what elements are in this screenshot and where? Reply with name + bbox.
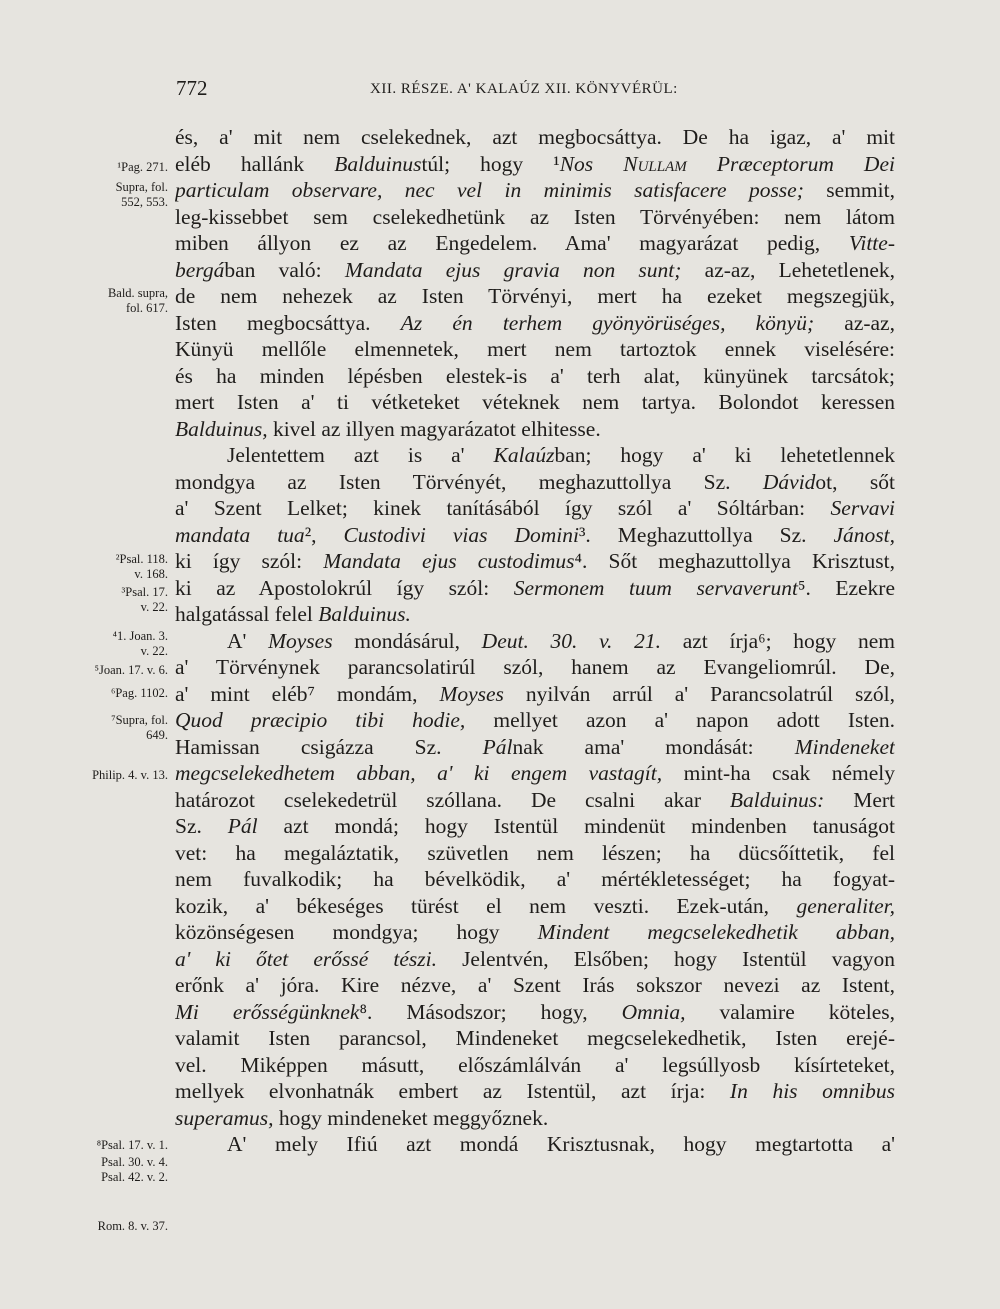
margin-note-psal42: Psal. 42. v. 2. [101, 1170, 168, 1184]
italic-span: Nos [559, 151, 624, 176]
text-span: az-az, Lehetetlenek, [681, 257, 895, 282]
text-span: A' [227, 628, 269, 653]
italic-span: a' ki őtet erőssé tészi. [175, 946, 437, 971]
text-line [175, 919, 895, 946]
italic-span: Vitte- [848, 231, 895, 255]
text-line [175, 681, 895, 708]
text-span: leg-kissebbet sem cselekedhetünk az Isten Törvényében: nem látom [175, 204, 895, 229]
text-line [175, 946, 895, 973]
text-line [175, 363, 895, 390]
italic-span: Pál [482, 734, 513, 759]
margin-note-philip: Philip. 4. v. 13. [92, 768, 168, 782]
text-span: határozot cselekedetrül szóllana. De csalni akar [175, 787, 730, 812]
italic-span: Kalaúz [493, 443, 555, 467]
italic-span: Balduinus: [729, 787, 825, 812]
text-span: azt mondá; hogy Istentül mindenüt mindenben tanuságot [257, 814, 895, 838]
italic-span: generaliter, [796, 893, 895, 918]
text-span: ⁵. Ezekre [797, 575, 895, 600]
margin-note-bald617: Bald. supra, fol. 617. [107, 286, 168, 315]
text-span: Mert [824, 787, 895, 812]
text-line [175, 336, 895, 363]
text-line [175, 734, 895, 761]
margin-note-joan17: ⁵Joan. 17. v. 6. [94, 663, 168, 677]
text-line [175, 813, 895, 840]
italic-span: Balduinus, [175, 416, 268, 441]
italic-span: Moyses [268, 628, 333, 653]
text-span: Künyü mellőle elmennetek, mert nem tartoztok ennek viselésére: [175, 337, 895, 361]
text-span: ki így szól: [175, 549, 324, 573]
text-span: kozik, a' békeséges türést el nem veszti. Ezek-után, [175, 893, 797, 918]
text-line [175, 1052, 895, 1079]
text-line [175, 1025, 895, 1052]
italic-span: In his omnibus [729, 1079, 895, 1103]
italic-span: bergá [175, 257, 225, 282]
margin-note-joan13: ⁴1. Joan. 3. v. 22. [112, 629, 168, 658]
text-span: az-az, [814, 310, 895, 335]
italic-span: Mandata ejus custodimus [323, 549, 575, 573]
text-line [175, 787, 895, 814]
text-span: ban való: [224, 257, 345, 282]
italic-span: superamus, [175, 1105, 274, 1130]
text-span: a' Törvénynek parancsolatirúl szól, hanem az Evangeliomrúl. De, [175, 655, 895, 679]
text-line [175, 389, 895, 416]
text-line [175, 310, 895, 337]
text-line [175, 416, 895, 443]
text-span: a' mint eléb⁷ mondám, [175, 681, 440, 706]
text-span: Jelentvén, Elsőben; hogy Istentül vagyon [436, 946, 895, 971]
text-span: valamire köteles, [685, 999, 895, 1024]
text-span: és, a' mit nem cselekednek, azt megbocsáttya. De ha igaz, a' mit [175, 125, 895, 149]
text-span: Isten megbocsáttya. [175, 310, 401, 335]
text-span: mint-ha csak némely [662, 761, 895, 785]
text-line [175, 601, 895, 628]
text-line [175, 283, 895, 310]
text-line [175, 654, 895, 681]
text-line [175, 866, 895, 893]
italic-span: Quod præcipio tibi hodie, [175, 708, 466, 732]
italic-span: Omnia, [621, 999, 686, 1024]
body-text [175, 124, 895, 1284]
italic-span: Balduinus [334, 151, 422, 176]
text-line [175, 1131, 895, 1158]
text-line [175, 760, 895, 787]
text-line [175, 230, 895, 257]
italic-span: Servavi [830, 496, 895, 520]
text-line [175, 522, 895, 549]
italic-span: Sermonem tuum servaverunt [513, 575, 798, 600]
text-line [175, 442, 895, 469]
italic-span: Az én terhem gyönyörüséges, könyü; [400, 310, 815, 335]
italic-span: Præceptorum Dei [686, 151, 895, 176]
text-span: ⁸. Másodszor; hogy, [359, 999, 622, 1024]
margin-note-pag271: ¹Pag. 271. [117, 160, 168, 174]
italic-span: Balduinus. [318, 602, 411, 626]
text-span: kivel az illyen magyarázatot elhitesse. [267, 416, 601, 441]
italic-span: Nullam [623, 151, 687, 176]
text-span: mondásárul, [332, 628, 482, 653]
text-span: nak ama' mondását: [512, 734, 795, 759]
italic-span: Moyses [439, 681, 504, 706]
text-line [175, 548, 895, 575]
page-number: 772 [176, 76, 208, 100]
text-span: vet: ha megaláztatik, szüvetlen nem lészen; ha dücsőíttetik, fel [175, 840, 895, 865]
italic-span: Jánost, [833, 522, 895, 547]
text-span: és ha minden lépésben elestek-is a' terh alat, künyünek tarcsátok; [175, 363, 895, 388]
text-line [175, 204, 895, 231]
text-line [175, 177, 895, 204]
margin-note-psal118: ²Psal. 118. v. 168. [115, 552, 168, 581]
text-line [175, 972, 895, 999]
margin-notes [0, 0, 170, 1309]
text-line [175, 1105, 895, 1132]
text-span: hogy mindeneket meggyőznek. [273, 1105, 549, 1130]
text-span: mert Isten a' ti vétketeket véteknek nem tartya. Bolondot keressen [175, 390, 895, 414]
text-span: Jelentettem azt is a' [227, 443, 494, 467]
italic-span: Mandata ejus gravia non sunt; [344, 257, 682, 282]
text-span: ³. Meghazuttollya Sz. [578, 522, 834, 547]
text-line [175, 707, 895, 734]
text-span: ki az Apostolokrúl így szól: [175, 575, 514, 600]
text-span: ², [304, 522, 344, 547]
text-span: ban; hogy a' ki lehetetlennek [554, 443, 895, 467]
text-line [175, 124, 895, 151]
text-span: a' Szent Lelket; kinek tanításából így szól a' Sóltárban: [175, 496, 831, 520]
text-line [175, 893, 895, 920]
text-span: mellyek elvonhatnák embert az Istentül, azt írja: [175, 1079, 730, 1103]
italic-span: Pál [227, 814, 258, 838]
text-span: ⁴. Sőt meghazuttollya Krisztust, [574, 549, 895, 573]
text-span: ot, sőt [815, 469, 895, 494]
text-span: eléb hallánk [175, 151, 335, 176]
text-span: vel. Miképpen másutt, előszámlálván a' legsúllyosb kísírteteket, [175, 1052, 895, 1077]
text-span: azt írja⁶; hogy nem [661, 628, 895, 653]
text-line [175, 495, 895, 522]
italic-span: Mindent megcselekedhetik abban, [537, 920, 895, 944]
text-line [175, 257, 895, 284]
text-line [175, 469, 895, 496]
italic-span: megcselekedhetem abban, a' ki engem vastagít, [175, 761, 663, 785]
text-line [175, 628, 895, 655]
text-span: de nem nehezek az Isten Törvényi, mert ha ezeket megszegjük, [175, 284, 895, 308]
text-span: nyilván arrúl a' Parancsolatrúl szól, [503, 681, 895, 706]
italic-span: Dávid [762, 469, 816, 494]
text-span: miben állyon ez az Engedelem. Ama' magyarázat pedig, [175, 231, 849, 255]
text-span: mellyet azon a' napon adott Isten. [465, 708, 895, 732]
italic-span: Mindeneket [794, 734, 895, 759]
italic-span: Deut. 30. v. 21. [481, 628, 662, 653]
text-span: Sz. [175, 814, 228, 838]
italic-span: mandata tua [175, 522, 305, 547]
running-head: XII. RÉSZE. A' KALAÚZ XII. KÖNYVÉRÜL: [370, 81, 678, 97]
text-span: semmit, [803, 178, 895, 202]
text-span: erőnk a' jóra. Kire nézve, a' Szent Irás sokszor nevezi az Istent, [175, 973, 895, 997]
margin-note-psal17v1: ⁸Psal. 17. v. 1. [96, 1138, 168, 1152]
margin-note-rom8: Rom. 8. v. 37. [97, 1219, 168, 1233]
text-span: valamit Isten parancsol, Mindeneket megcselekedhetik, Isten erejé- [175, 1026, 895, 1050]
text-span: közönségesen mondgya; hogy [175, 920, 538, 944]
text-line [175, 840, 895, 867]
text-span: nem fuvalkodik; ha bévelködik, a' mértékletességet; ha fogyat- [175, 867, 895, 891]
text-span: mondgya az Isten Törvényét, meghazuttollya Sz. [175, 469, 763, 494]
margin-note-pag1102: ⁶Pag. 1102. [110, 686, 168, 700]
text-line [175, 1078, 895, 1105]
italic-span: Mi erősségünknek [175, 999, 360, 1024]
margin-note-psal30: Psal. 30. v. 4. [101, 1155, 168, 1169]
text-span: halgatással felel [175, 602, 319, 626]
text-line [175, 151, 895, 178]
margin-note-supra649: ⁷Supra, fol. 649. [111, 713, 168, 742]
text-line [175, 999, 895, 1026]
text-span: túl; hogy ¹ [421, 151, 560, 176]
margin-note-supra552: Supra, fol. 552, 553. [115, 180, 168, 209]
text-span: A' mely Ifiú azt mondá Krisztusnak, hogy megtartotta a' [227, 1132, 895, 1156]
text-line [175, 575, 895, 602]
italic-span: particulam observare, nec vel in minimis satisfacere posse; [175, 178, 804, 202]
text-span: Hamissan csigázza Sz. [175, 734, 483, 759]
margin-note-psal17: ³Psal. 17. v. 22. [121, 585, 168, 614]
italic-span: Custodivi vias Domini [343, 522, 579, 547]
